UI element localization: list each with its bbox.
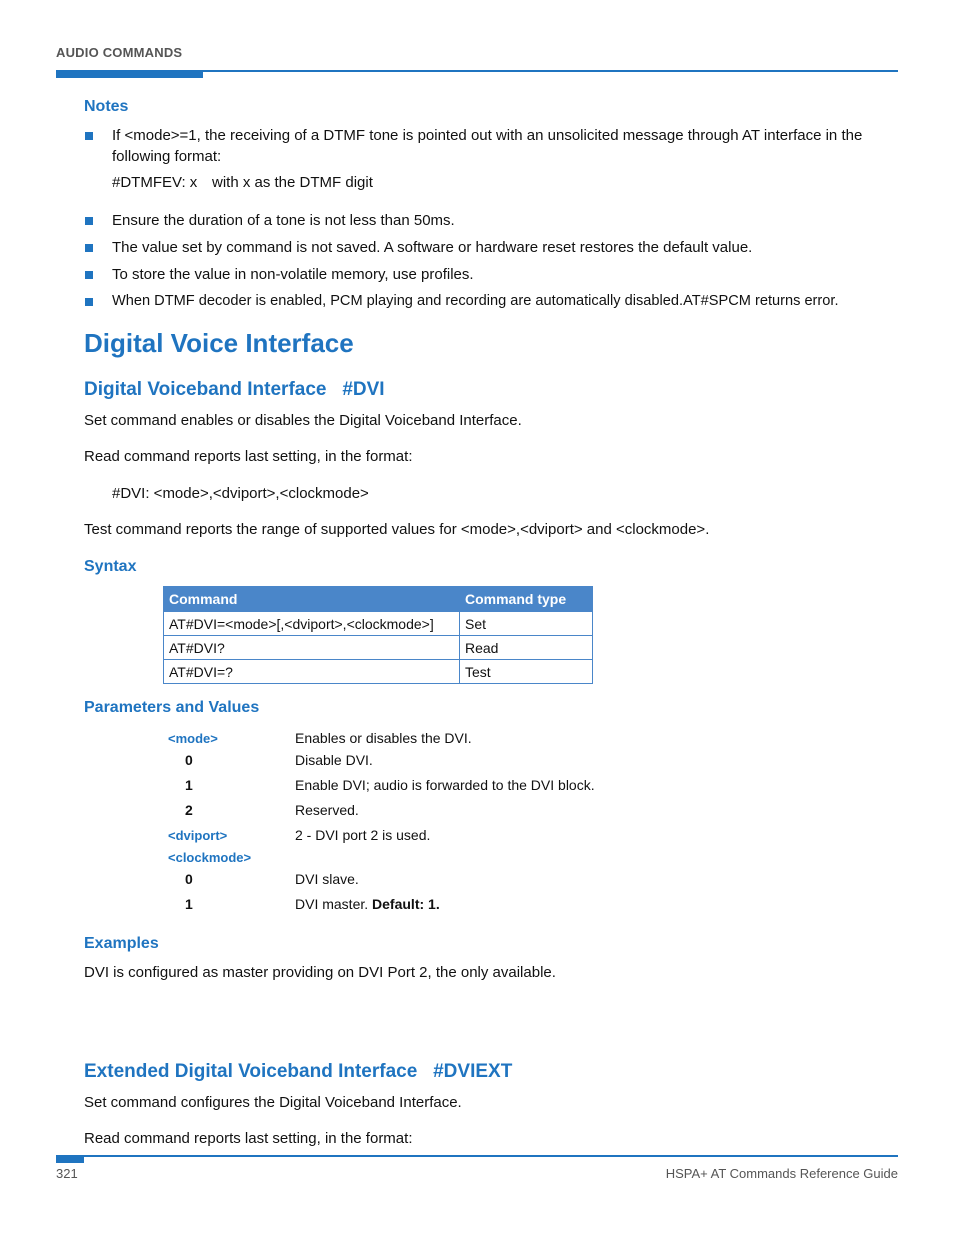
- note-bullet-4: To store the value in non-volatile memory, use profiles.: [112, 266, 474, 283]
- page-number: 321: [56, 1166, 78, 1181]
- table-cell: AT#DVI=?: [164, 660, 460, 684]
- example-text: DVI is configured as master providing on DVI Port 2, the only available.: [84, 964, 556, 981]
- param-value-desc: Disable DVI.: [295, 752, 373, 768]
- param-value-desc: Reserved.: [295, 802, 359, 818]
- param-value-desc: Enable DVI; audio is forwarded to the DVI block.: [295, 777, 595, 793]
- param-value: 0: [185, 752, 193, 768]
- table-cell: Test: [460, 660, 593, 684]
- document-title: HSPA+ AT Commands Reference Guide: [665, 1166, 898, 1181]
- running-header: AUDIO COMMANDS: [56, 45, 183, 60]
- note-bullet-3: The value set by command is not saved. A software or hardware reset restores the default value.: [112, 239, 753, 256]
- dvi-test-desc: Test command reports the range of supported values for <mode>,<dviport> and <clockmode>.: [84, 521, 710, 538]
- examples-heading: Examples: [84, 935, 159, 952]
- param-dviport-desc: 2 - DVI port 2 is used.: [295, 827, 431, 843]
- bullet-icon: [85, 217, 93, 225]
- param-value-desc-text: DVI master.: [295, 896, 369, 912]
- footer-rule-accent: [56, 1155, 84, 1163]
- param-value: 2: [185, 802, 193, 818]
- param-value: 1: [185, 777, 193, 793]
- note-bullet-1: If <mode>=1, the receiving of a DTMF tone is pointed out with an unsolicited message through AT interface in the following format:: [112, 127, 863, 165]
- dvi-read-desc: Read command reports last setting, in the format:: [84, 448, 413, 465]
- table-cell: Read: [460, 636, 593, 660]
- table-cell: AT#DVI=<mode>[,<dviport>,<clockmode>]: [164, 612, 460, 636]
- bullet-icon: [85, 132, 93, 140]
- table-row: [164, 612, 593, 636]
- param-value-desc: [295, 896, 440, 912]
- dvi-read-format: #DVI: <mode>,<dviport>,<clockmode>: [112, 485, 369, 502]
- dvi-title: Digital Voiceband Interface #DVI: [84, 379, 385, 400]
- param-value: 1: [185, 896, 193, 912]
- dtmf-format-desc: with x as the DTMF digit: [212, 174, 373, 191]
- table-header: Command type: [460, 587, 593, 612]
- table-row: [164, 636, 593, 660]
- header-rule-accent: [56, 70, 203, 78]
- table-cell: Set: [460, 612, 593, 636]
- note-bullet-2: Ensure the duration of a tone is not less than 50ms.: [112, 212, 455, 229]
- param-value: 0: [185, 871, 193, 887]
- table-header: Command: [164, 587, 460, 612]
- notes-heading: Notes: [84, 98, 129, 115]
- dtmf-format-code: #DTMFEV: x: [112, 174, 198, 191]
- note-bullet-5: When DTMF decoder is enabled, PCM playing and recording are automatically disabled.AT#SPCM returns error.: [112, 293, 839, 309]
- param-value-desc: DVI slave.: [295, 871, 359, 887]
- syntax-table: [163, 586, 593, 684]
- param-mode-name: <mode>: [168, 731, 218, 746]
- bullet-icon: [85, 244, 93, 252]
- table-row: [164, 660, 593, 684]
- bullet-icon: [85, 271, 93, 279]
- param-clockmode-name: <clockmode>: [168, 850, 252, 865]
- syntax-heading: Syntax: [84, 558, 137, 575]
- params-heading: Parameters and Values: [84, 699, 260, 716]
- param-dviport-name: <dviport>: [168, 828, 228, 843]
- footer-rule: [56, 1155, 898, 1157]
- dviext-read-desc: Read command reports last setting, in the format:: [84, 1130, 413, 1147]
- dviext-set-desc: Set command configures the Digital Voiceband Interface.: [84, 1094, 462, 1111]
- table-header-row: [164, 587, 593, 612]
- dviext-title: Extended Digital Voiceband Interface #DVIEXT: [84, 1061, 513, 1082]
- default-value: Default: 1.: [372, 896, 440, 912]
- param-mode-desc: Enables or disables the DVI.: [295, 730, 472, 746]
- table-cell: AT#DVI?: [164, 636, 460, 660]
- bullet-icon: [85, 298, 93, 306]
- dvi-set-desc: Set command enables or disables the Digital Voiceband Interface.: [84, 412, 522, 429]
- section-title: Digital Voice Interface: [84, 328, 354, 358]
